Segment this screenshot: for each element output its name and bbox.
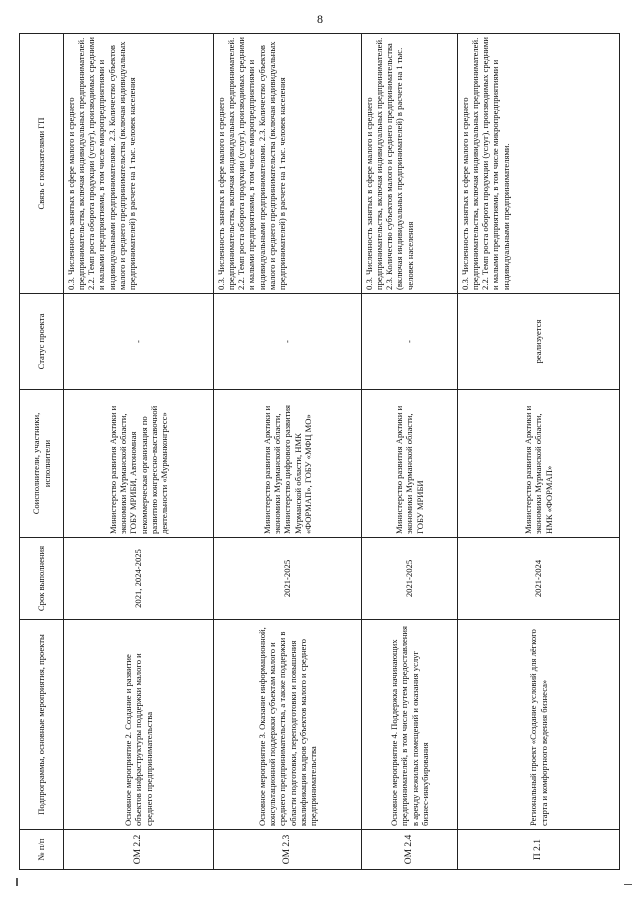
cell-term: 2021, 2024-2025 <box>64 538 214 620</box>
scan-edge-mark <box>624 884 632 885</box>
page-number: 8 <box>317 12 323 26</box>
cell-num: ОМ 2.2 <box>64 830 214 870</box>
rotated-table-container <box>19 34 619 870</box>
cell-link: 0.3. Численность занятых в сфере малого и среднего предпринимательства, включая индивидуальных предпринимателей. 2.2. Темп роста оборота продукции (услуг), производимых средними и малыми предприятиями, в том числе микропредприятиями и индивидуальными предпринимателями. <box>458 34 620 294</box>
scan-edge-mark <box>16 878 18 886</box>
cell-executors: Министерство развития Арктики и экономики Мурманской области, ГОБУ МРИБИ <box>362 390 458 538</box>
cell-name: Основное мероприятие 3. Оказание информационной, консультационной поддержки субъектам малого и среднего предпринимательства, а также поддержки в области подготовки, переподготовки и повышения квалификации кадров субъектов малого и среднего предпринимательства <box>214 620 362 830</box>
table-row <box>458 34 620 870</box>
header-link: Связь с показателями ГП <box>20 34 64 294</box>
table-row <box>64 34 214 870</box>
cell-name: Региональный проект «Создание условий для лёгкого старта и комфортного ведения бизнеса» <box>458 620 620 830</box>
header-status: Статус проекта <box>20 294 64 390</box>
cell-status: - <box>362 294 458 390</box>
cell-link: 0.3. Численность занятых в сфере малого и среднего предпринимательства, включая индивидуальных предпринимателей. 2.2. Темп роста оборота продукции (услуг), производимых средними и малыми предприятиями, в том числе микропредприятиями и индивидуальными предпринимателями. 2.3. Количество субъектов малого и среднего предпринимательства (включая индивидуальных предпринимателей) в расчете на 1 тыс. человек населения <box>214 34 362 294</box>
cell-term: 2021-2025 <box>362 538 458 620</box>
cell-status: - <box>64 294 214 390</box>
cell-num: ОМ 2.3 <box>214 830 362 870</box>
table-row <box>362 34 458 870</box>
table-header-row <box>20 34 64 870</box>
cell-executors: Министерство развития Арктики и экономики Мурманской области, Министерство цифрового развития Мурманской области, НМК «ФОРМАП», ГОБУ «МФЦ МО» <box>214 390 362 538</box>
cell-status: реализуется <box>458 294 620 390</box>
cell-term: 2021-2025 <box>214 538 362 620</box>
cell-term: 2021-2024 <box>458 538 620 620</box>
header-num: № п/п <box>20 830 64 870</box>
cell-link: 0.3. Численность занятых в сфере малого и среднего предпринимательства, включая индивидуальных предпринимателей. 2.2. Темп роста оборота продукции (услуг), производимых средними и малыми предприятиями, в том числе микропредприятиями и индивидуальными предпринимателями. 2.3. Количество субъектов малого и среднего предпринимательства (включая индивидуальных предпринимателей) в расчете на 1 тыс. человек населения <box>64 34 214 294</box>
cell-executors: Министерство развития Арктики и экономики Мурманской области, ГОБУ МРИБИ, Автономная некоммерческая организация по развитию конгрессно-выставочной деятельности «Мурманконгресс» <box>64 390 214 538</box>
cell-status: - <box>214 294 362 390</box>
cell-num: ОМ 2.4 <box>362 830 458 870</box>
header-term: Срок выполнения <box>20 538 64 620</box>
cell-link: 0.3. Численность занятых в сфере малого и среднего предпринимательства, включая индивидуальных предпринимателей. 2.3. Количество субъектов малого и среднего предпринимательства (включая индивидуальных предпринимателей) в расчете на 1 тыс. человек населения <box>362 34 458 294</box>
header-name: Подпрограммы, основные мероприятия, проекты <box>20 620 64 830</box>
table-row <box>214 34 362 870</box>
cell-executors: Министерство развития Арктики и экономики Мурманской области, НМК «ФОРМАП» <box>458 390 620 538</box>
cell-num: П 2.1 <box>458 830 620 870</box>
cell-name: Основное мероприятие 2. Создание и развитие объектов инфраструктуры поддержки малого и среднего предпринимательства <box>64 620 214 830</box>
cell-name: Основное мероприятие 4. Поддержка начинающих предпринимателей, в том числе путем предоставления в аренду нежилых помещений и оказания услуг бизнес-инкубирования <box>362 620 458 830</box>
header-executors: Соисполнители, участники, исполнители <box>20 390 64 538</box>
program-activities-table <box>19 33 620 870</box>
